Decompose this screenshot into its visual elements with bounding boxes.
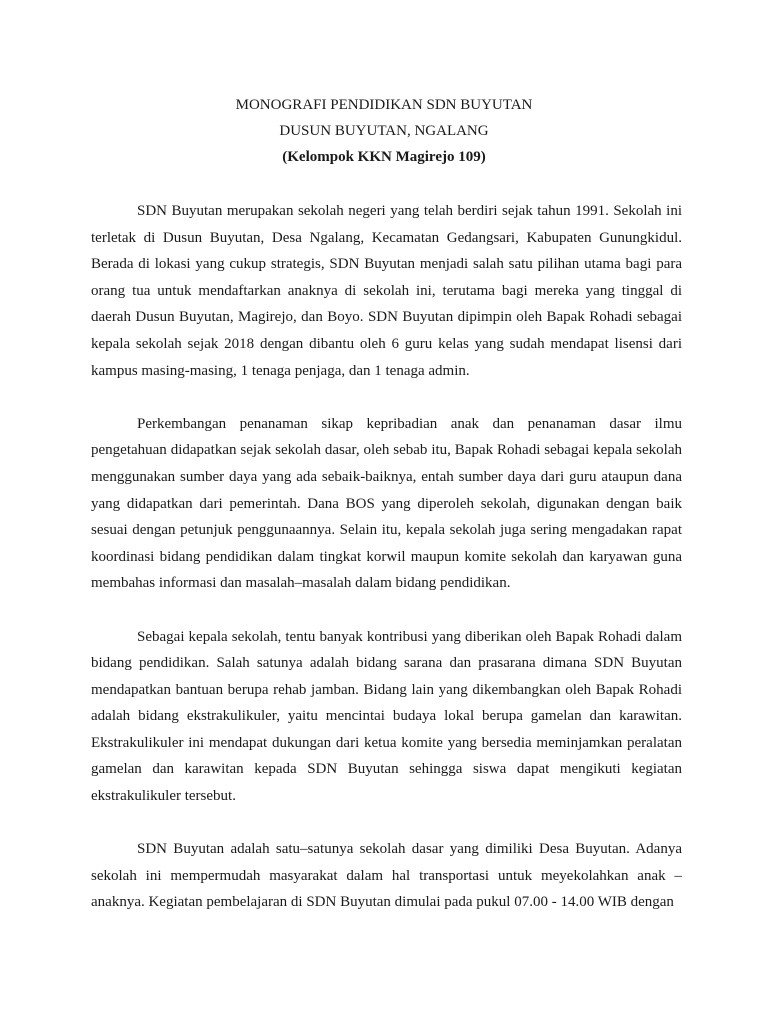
title-line-2: DUSUN BUYUTAN, NGALANG bbox=[279, 123, 489, 139]
document-body bbox=[91, 198, 682, 943]
paragraph-2: Perkembangan penanaman sikap kepribadian anak dan penanaman dasar ilmu pengetahuan didapatkan sejak sekolah dasar, oleh sebab itu, Bapak Rohadi sebagai kepala sekolah menggunakan sumber daya yang ada sebaik-baiknya, entah sumber daya dari guru ataupun dana yang didapatkan dari pemerintah. Dana BOS yang diperoleh sekolah, digunakan dengan baik sesuai dengan petunjuk penggunaannya. Selain itu, kepala sekolah juga sering mengadakan rapat koordinasi bidang pendidikan dalam tingkat korwil maupun komite sekolah dan karyawan guna membahas informasi dan masalah–masalah dalam bidang pendidikan. bbox=[91, 415, 682, 592]
paragraph-3: Sebagai kepala sekolah, tentu banyak kontribusi yang diberikan oleh Bapak Rohadi dalam bidang pendidikan. Salah satunya adalah bidang sarana dan prasarana dimana SDN Buyutan mendapatkan bantuan berupa rehab jamban. Bidang lain yang dikembangkan oleh Bapak Rohadi adalah bidang ekstrakulikuler, yaitu mencintai budaya lokal berupa gamelan dan karawitan. Ekstrakulikuler ini mendapat dukungan dari ketua komite yang bersedia meminjamkan peralatan gamelan dan karawitan kepada SDN Buyutan sehingga siswa dapat mengikuti kegiatan ekstrakulikuler tersebut. bbox=[91, 628, 682, 805]
document-title bbox=[0, 92, 768, 170]
paragraph-1: SDN Buyutan merupakan sekolah negeri yang telah berdiri sejak tahun 1991. Sekolah ini terletak di Dusun Buyutan, Desa Ngalang, Kecamatan Gedangsari, Kabupaten Gunungkidul. Berada di lokasi yang cukup strategis, SDN Buyutan menjadi salah satu pilihan utama bagi para orang tua untuk mendaftarkan anaknya di sekolah ini, terutama bagi mereka yang tinggal di daerah Dusun Buyutan, Magirejo, dan Boyo. SDN Buyutan dipimpin oleh Bapak Rohadi sebagai kepala sekolah sejak 2018 dengan dibantu oleh 6 guru kelas yang sudah mendapat lisensi dari kampus masing-masing, 1 tenaga penjaga, dan 1 tenaga admin. bbox=[91, 203, 682, 379]
paragraph-4: SDN Buyutan adalah satu–satunya sekolah dasar yang dimiliki Desa Buyutan. Adanya sekolah ini mempermudah masyarakat dalam hal transportasi untuk meyekolahkan anak – anaknya. Kegiatan pembelajaran di SDN Buyutan dimulai pada pukul 07.00 - 14.00 WIB dengan bbox=[91, 841, 682, 911]
title-line-3: (Kelompok KKN Magirejo 109) bbox=[282, 149, 486, 165]
title-line-1: MONOGRAFI PENDIDIKAN SDN BUYUTAN bbox=[235, 97, 533, 113]
